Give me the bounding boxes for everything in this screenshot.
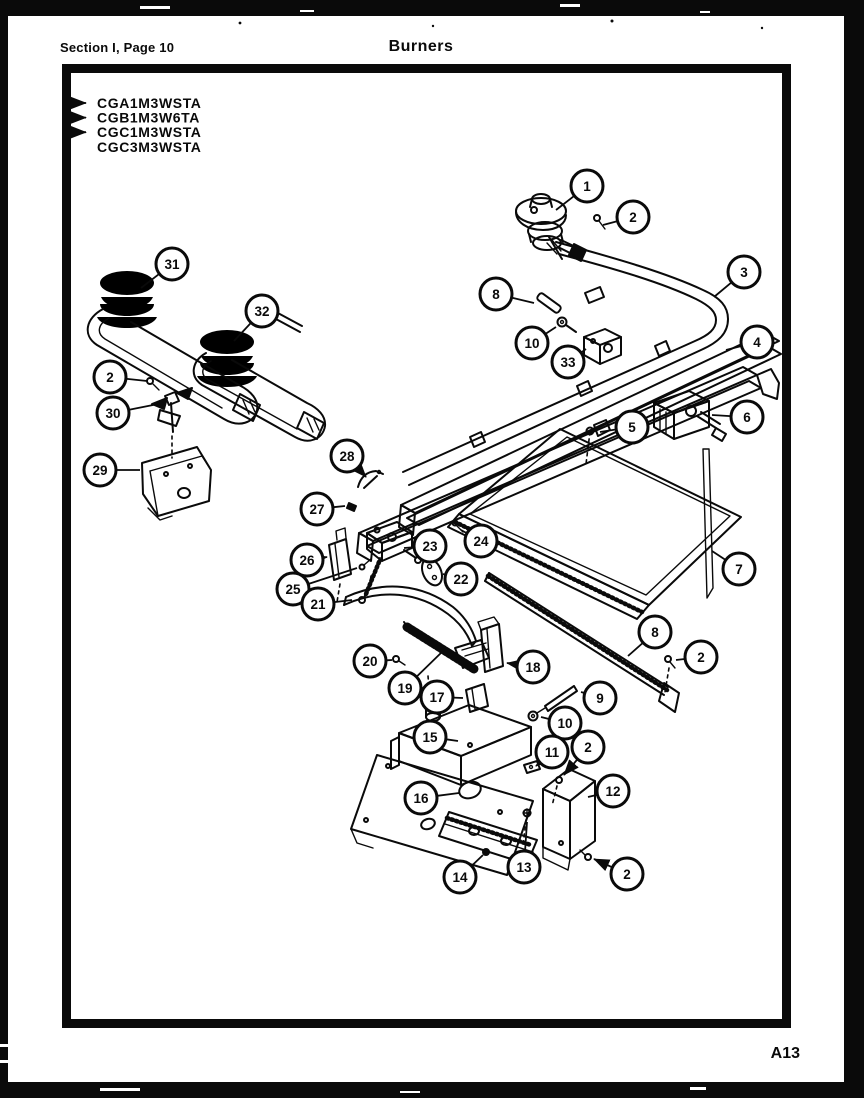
- callout-number: 29: [92, 463, 108, 478]
- callout-number: 19: [397, 681, 413, 696]
- callout-number: 33: [560, 355, 576, 370]
- callout-number: 27: [309, 502, 325, 517]
- callout-number: 2: [697, 650, 705, 665]
- callout-number: 10: [524, 336, 540, 351]
- callout-leader: [712, 415, 731, 416]
- callout-number: 24: [473, 534, 489, 549]
- callout-number: 6: [743, 410, 751, 425]
- callout-number: 8: [651, 625, 659, 640]
- callout-leader: [333, 506, 345, 507]
- callout-number: 2: [106, 370, 114, 385]
- callout-number: 2: [629, 210, 637, 225]
- model-number: CGA1M3WSTA: [97, 95, 202, 111]
- callout-number: 14: [452, 870, 468, 885]
- callout-number: 13: [516, 860, 532, 875]
- callout-number: 31: [164, 257, 180, 272]
- callout-number: 7: [735, 562, 743, 577]
- callout-number: 17: [429, 690, 445, 705]
- callout-number: 32: [254, 304, 270, 319]
- callout-number: 12: [605, 784, 621, 799]
- callout-number: 22: [453, 572, 469, 587]
- callout-number: 10: [557, 716, 573, 731]
- model-number: CGB1M3W6TA: [97, 109, 200, 126]
- callout-number: 1: [583, 179, 591, 194]
- callout-number: 20: [362, 654, 378, 669]
- model-number: CGC1M3WSTA: [97, 124, 202, 141]
- page-title: Burners: [388, 38, 454, 55]
- callout-number: 26: [299, 553, 315, 568]
- callout-number: 15: [422, 730, 438, 745]
- page-number-label: A13: [770, 1045, 800, 1062]
- callout-number: 28: [339, 449, 355, 464]
- section-page-label: Section I, Page 10: [60, 40, 175, 55]
- callout-number: 8: [492, 287, 500, 302]
- callout-number: 9: [596, 691, 604, 706]
- callout-number: 25: [285, 582, 301, 597]
- model-number: CGC3M3WSTA: [97, 138, 202, 155]
- callout-number: 2: [584, 740, 592, 755]
- callout-leader: [676, 659, 685, 660]
- callout-number: 5: [628, 420, 636, 435]
- callout-number: 30: [105, 406, 121, 421]
- callout-number: 4: [753, 335, 761, 350]
- callout-number: 23: [422, 539, 438, 554]
- callout-number: 18: [525, 660, 541, 675]
- callout-number: 2: [623, 867, 631, 882]
- callout-leader: [404, 547, 414, 548]
- callout-number: 3: [740, 265, 748, 280]
- callout-number: 16: [413, 791, 429, 806]
- callout-number: 21: [310, 597, 326, 612]
- callout-number: 11: [544, 745, 560, 760]
